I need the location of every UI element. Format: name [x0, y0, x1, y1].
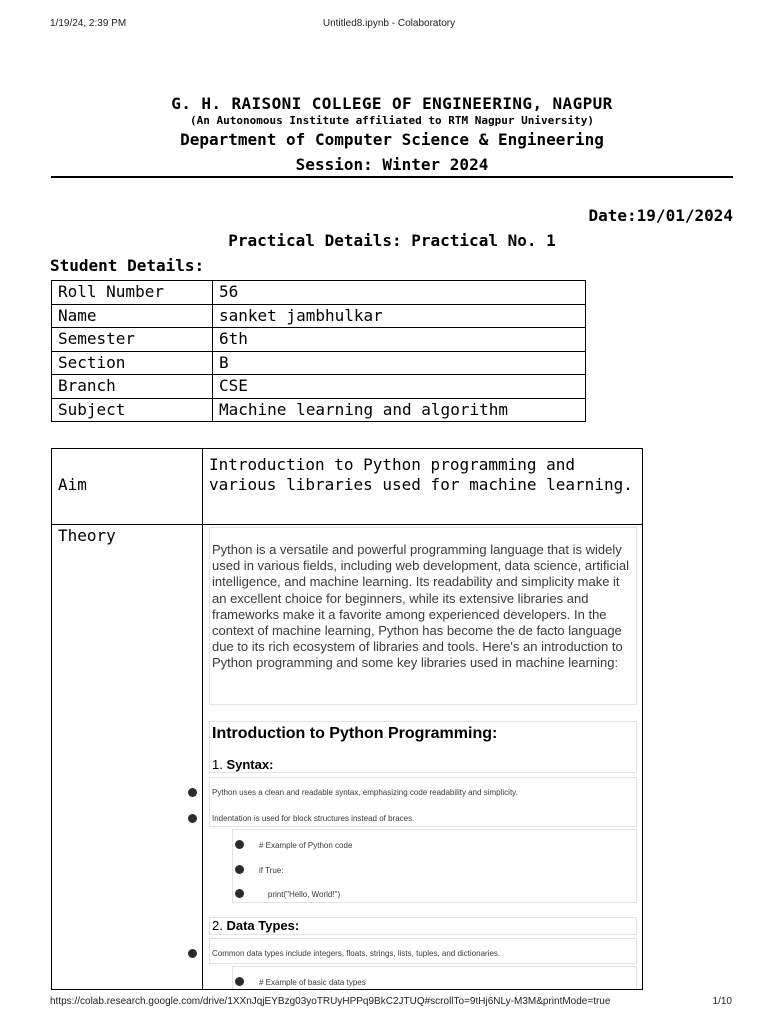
detail-key: Subject: [52, 398, 213, 422]
college-name: G. H. RAISONI COLLEGE OF ENGINEERING, NAGPUR: [171, 94, 613, 113]
syntax-title: Syntax:: [226, 757, 274, 772]
column-divider: [202, 449, 203, 989]
bullet-icon: [188, 949, 197, 958]
list-item: Common data types include integers, floats, strings, lists, tuples, and dictionaries.: [212, 949, 501, 958]
code-line: if True:: [259, 866, 284, 875]
college-affiliation: (An Autonomous Institute affiliated to RTM Nagpur University): [190, 114, 594, 127]
table-row: [52, 281, 586, 305]
practical-title: Practical Details: Practical No. 1: [228, 231, 556, 250]
syntax-number: 1.: [212, 757, 223, 772]
detail-key: Name: [52, 304, 213, 328]
college-header: [51, 94, 733, 178]
print-header: [50, 18, 728, 32]
bullet-icon: [235, 840, 244, 849]
section-title: Introduction to Python Programming:: [212, 725, 498, 742]
datatypes-heading-cell[interactable]: [209, 917, 637, 935]
print-tab-title: Untitled8.ipynb - Colaboratory: [322, 18, 456, 29]
intro-heading-cell[interactable]: [209, 721, 637, 773]
code-line: # Example of basic data types: [259, 978, 366, 987]
datatypes-title: Data Types:: [226, 918, 300, 933]
list-item: Indentation is used for block structures instead of braces.: [212, 814, 415, 823]
student-details-table: [51, 280, 586, 422]
syntax-heading: [212, 757, 636, 773]
list-item: Python uses a clean and readable syntax, emphasizing code readability and simplicity.: [212, 788, 518, 797]
datatypes-code-cell[interactable]: [232, 966, 637, 990]
datatypes-number: 2.: [212, 918, 223, 933]
table-row: [52, 304, 586, 328]
header-divider: [51, 176, 733, 178]
datatypes-list-cell[interactable]: [209, 938, 637, 964]
detail-key: Section: [52, 351, 213, 375]
bullet-icon: [235, 865, 244, 874]
bullet-icon: [188, 814, 197, 823]
detail-value: B: [213, 351, 586, 375]
code-line: print("Hello, World!"): [259, 890, 341, 899]
aim-theory-table: [51, 448, 643, 990]
table-row: [52, 398, 586, 422]
date-label: Date:19/01/2024: [588, 206, 733, 225]
detail-value: sanket jambhulkar: [213, 304, 586, 328]
aim-text: Introduction to Python programming and various libraries used for machine learning.: [209, 455, 633, 494]
detail-key: Branch: [52, 375, 213, 399]
syntax-list-cell[interactable]: [209, 777, 637, 827]
detail-value: Machine learning and algorithm: [213, 398, 586, 422]
detail-key: Semester: [52, 328, 213, 352]
bullet-icon: [235, 977, 244, 986]
table-row: [52, 351, 586, 375]
print-timestamp: 1/19/24, 2:39 PM: [50, 18, 127, 29]
bullet-icon: [188, 788, 197, 797]
session-label: Session: Winter 2024: [295, 155, 489, 174]
detail-value: CSE: [213, 375, 586, 399]
syntax-code-cell[interactable]: [232, 829, 637, 903]
detail-key: Roll Number: [52, 281, 213, 305]
print-url: https://colab.research.google.com/drive/1XXnJqjEYBzg03yoTRUyHPPq9BkC2JTUQ#scrollTo=9tHj6NLy-M3M&printMode=true: [50, 996, 611, 1007]
detail-value: 56: [213, 281, 586, 305]
aim-label: Aim: [58, 475, 87, 494]
code-line: # Example of Python code: [259, 841, 353, 850]
student-details-title: Student Details:: [50, 256, 205, 275]
theory-label: Theory: [58, 526, 116, 545]
table-row: [52, 328, 586, 352]
page-number: 1/10: [712, 996, 732, 1007]
row-divider: [52, 524, 642, 525]
theory-paragraph: Python is a versatile and powerful programming language that is widely used in various fields, including web development, data science, artificial intelligence, and machine learning. Its readability and simplicity make it an excellent choice for beginners, while its extensive libraries and frameworks make it a favorite among experienced developers. In the context of machine learning, Python has become the de facto language due to its rich ecosystem of libraries and tools. Here's an introduction to Python programming and some key libraries used in machine learning:: [212, 542, 629, 671]
table-row: [52, 375, 586, 399]
bullet-icon: [235, 889, 244, 898]
department-name: Department of Computer Science & Engineering: [180, 130, 604, 149]
theory-paragraph-cell[interactable]: [209, 527, 637, 705]
detail-value: 6th: [213, 328, 586, 352]
